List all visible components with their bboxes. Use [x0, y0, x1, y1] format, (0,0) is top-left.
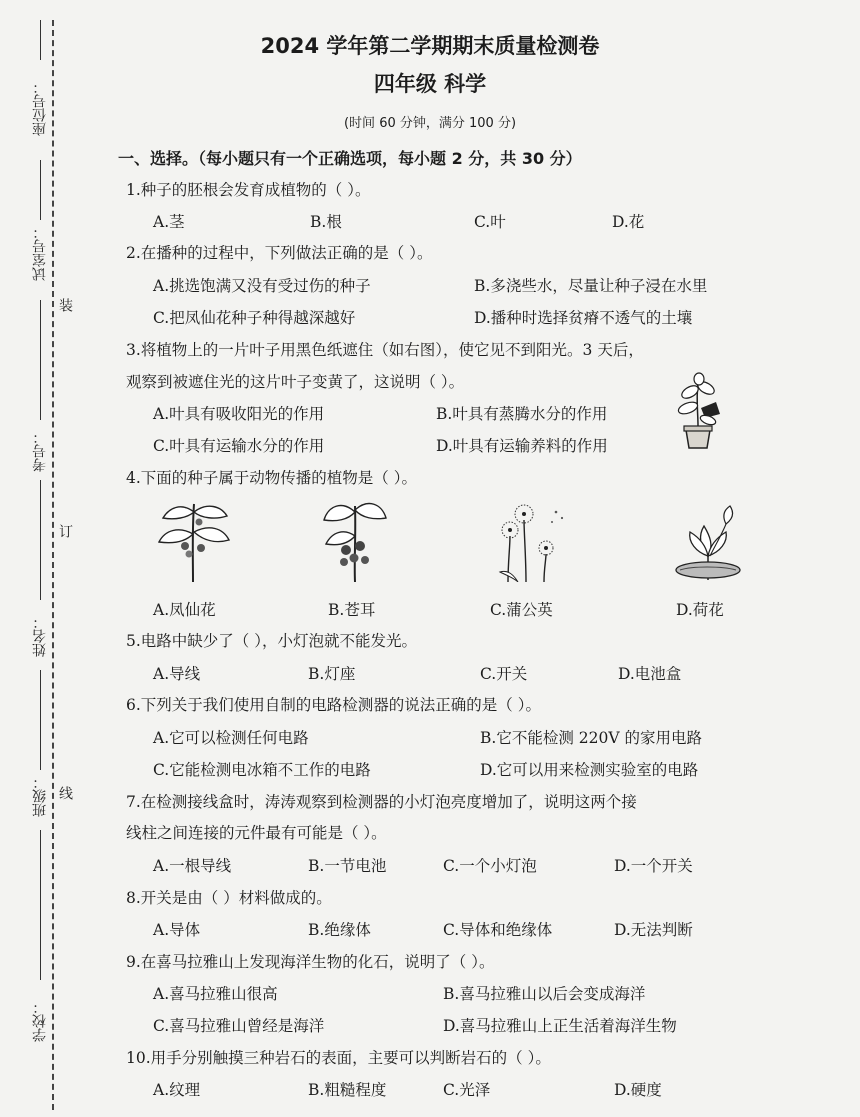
option: B.叶具有蒸腾水分的作用: [436, 405, 608, 423]
seat-label: 座位号：: [32, 80, 48, 136]
option: D.电池盒: [618, 665, 682, 683]
option: C.光泽: [443, 1081, 491, 1099]
impatiens-illustration: [155, 498, 233, 582]
option: B.它不能检测 220V 的家用电路: [480, 729, 702, 747]
fold-word-line: 线: [57, 786, 73, 800]
option: B.一节电池: [308, 857, 387, 875]
option: C.一个小灯泡: [443, 857, 537, 875]
option: D.喜马拉雅山上正生活着海洋生物: [443, 1017, 677, 1035]
question-stem: 10.用手分别触摸三种岩石的表面，主要可以判断岩石的（ ）。: [126, 1049, 551, 1067]
option: A.茎: [153, 213, 185, 231]
option: D.荷花: [676, 601, 724, 619]
question-stem: 2.在播种的过程中，下列做法正确的是（ ）。: [126, 244, 433, 262]
question-stem: 4.下面的种子属于动物传播的植物是（ ）。: [126, 469, 417, 487]
option: A.喜马拉雅山很高: [153, 985, 278, 1003]
option: B.绝缘体: [308, 921, 371, 939]
school-label: 学校：: [32, 1000, 48, 1042]
option: D.花: [612, 213, 645, 231]
option: C.把凤仙花种子种得越深越好: [153, 309, 356, 327]
fold-word-bind: 装: [57, 298, 73, 312]
fold-dashed-line: [52, 20, 54, 1110]
question-stem: 8.开关是由（ ）材料做成的。: [126, 889, 332, 907]
section-heading: 一、选择。（每小题只有一个正确选项，每小题 2 分，共 30 分）: [118, 149, 582, 168]
option: A.凤仙花: [153, 601, 216, 619]
option: C.导体和绝缘体: [443, 921, 553, 939]
potted-plant-illustration: [668, 372, 728, 450]
margin-rule: [40, 300, 41, 420]
option: B.根: [310, 213, 342, 231]
question-stem-cont: 观察到被遮住光的这片叶子变黄了，这说明（ ）。: [126, 373, 465, 391]
question-stem: 5.电路中缺少了（ ），小灯泡就不能发光。: [126, 632, 417, 650]
option: A.叶具有吸收阳光的作用: [153, 405, 325, 423]
name-label: 姓名：: [32, 615, 48, 657]
option: D.播种时选择贫瘠不透气的土壤: [474, 309, 693, 327]
lotus-illustration: [672, 504, 744, 580]
option: C.蒲公英: [490, 601, 553, 619]
option: D.它可以用来检测实验室的电路: [480, 761, 699, 779]
question-stem-cont: 线柱之间连接的元件最有可能是（ ）。: [126, 824, 387, 842]
option: A.导体: [153, 921, 201, 939]
option: A.一根导线: [153, 857, 232, 875]
option: A.挑选饱满又没有受过伤的种子: [153, 277, 371, 295]
margin-rule: [40, 160, 41, 220]
question-stem: 3.将植物上的一片叶子用黑色纸遮住（如右图），使它见不到阳光。3 天后，: [126, 341, 644, 359]
option: A.导线: [153, 665, 201, 683]
option: B.多浇些水，尽量让种子浸在水里: [474, 277, 708, 295]
question-stem: 1.种子的胚根会发育成植物的（ ）。: [126, 181, 371, 199]
room-label: 试室号：: [32, 225, 48, 281]
option: C.开关: [480, 665, 528, 683]
exam-title: 2024 学年第二学期期末质量检测卷: [260, 34, 600, 58]
option: C.它能检测电冰箱不工作的电路: [153, 761, 371, 779]
fold-word-order: 订: [57, 524, 73, 538]
question-stem: 9.在喜马拉雅山上发现海洋生物的化石，说明了（ ）。: [126, 953, 495, 971]
cocklebur-illustration: [318, 498, 392, 582]
option: C.叶具有运输水分的作用: [153, 437, 325, 455]
option: C.叶: [474, 213, 506, 231]
class-label: 班级：: [32, 775, 48, 817]
option: D.叶具有运输养料的作用: [436, 437, 608, 455]
question-stem: 6.下列关于我们使用自制的电路检测器的说法正确的是（ ）。: [126, 696, 541, 714]
option: A.纹理: [153, 1081, 201, 1099]
binding-margin: [0, 0, 110, 1117]
exam-subtitle: 四年级 科学: [373, 72, 487, 96]
option: C.喜马拉雅山曾经是海洋: [153, 1017, 325, 1035]
option: A.它可以检测任何电路: [153, 729, 309, 747]
option: B.苍耳: [328, 601, 376, 619]
dandelion-illustration: [488, 502, 570, 582]
question-stem: 7.在检测接线盒时，涛涛观察到检测器的小灯泡亮度增加了，说明这两个接: [126, 793, 637, 811]
margin-rule: [40, 830, 41, 980]
option: B.喜马拉雅山以后会变成海洋: [443, 985, 646, 1003]
option: D.无法判断: [614, 921, 693, 939]
margin-rule: [40, 670, 41, 770]
exam-time-note: (时间 60 分钟，满分 100 分): [343, 116, 517, 131]
margin-rule: [40, 480, 41, 600]
option: D.硬度: [614, 1081, 662, 1099]
option: D.一个开关: [614, 857, 693, 875]
option: B.灯座: [308, 665, 356, 683]
option: B.粗糙程度: [308, 1081, 387, 1099]
exam-no-label: 考号：: [32, 430, 48, 472]
